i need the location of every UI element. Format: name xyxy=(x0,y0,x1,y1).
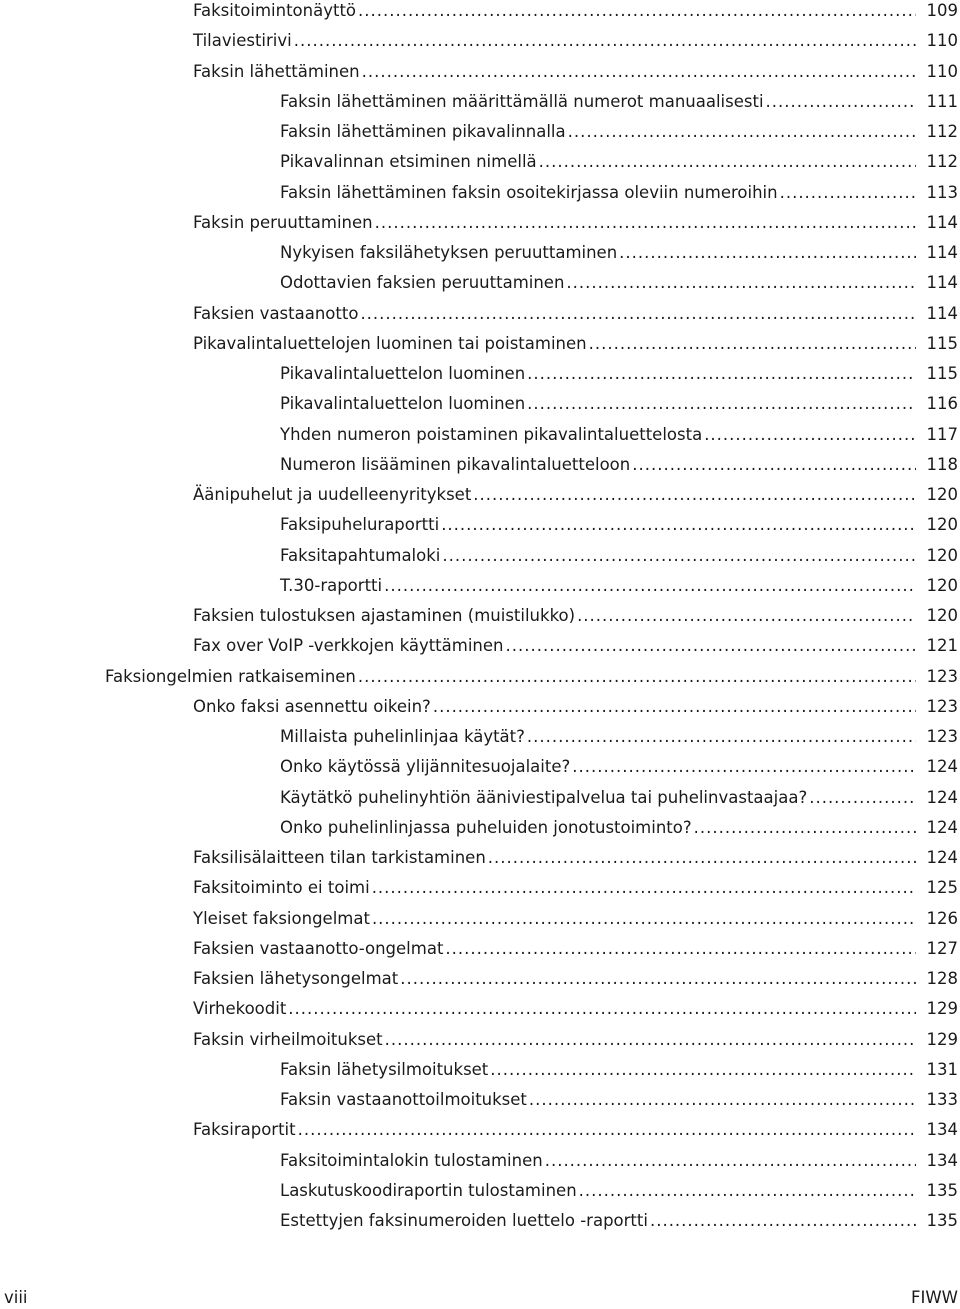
toc-entry-title: Odottavien faksien peruuttaminen xyxy=(280,273,565,293)
toc-entry-title: Faksiraportit xyxy=(193,1120,296,1140)
toc-entry[interactable] xyxy=(280,571,958,601)
toc-dot-leader xyxy=(358,662,916,692)
toc-entry-page-number: 120 xyxy=(926,575,958,595)
toc-dot-leader xyxy=(441,510,916,540)
toc-dot-leader xyxy=(529,1085,916,1115)
toc-entry-title: Onko käytössä ylijännitesuojalaite? xyxy=(280,757,571,777)
toc-entry[interactable] xyxy=(280,752,958,782)
toc-entry-page-number: 135 xyxy=(926,1180,958,1200)
footer-page-number: viii xyxy=(4,1288,28,1307)
toc-entry[interactable] xyxy=(193,208,958,238)
toc-entry[interactable] xyxy=(280,87,958,117)
toc-entry-title: Nykyisen faksilähetyksen peruuttaminen xyxy=(280,243,618,262)
toc-entry-page-number: 114 xyxy=(926,303,958,323)
toc-entry-page-number: 117 xyxy=(926,424,958,444)
toc-entry-page-number: 112 xyxy=(926,152,958,172)
toc-entry-title: Yleiset faksiongelmat xyxy=(193,908,370,928)
toc-entry[interactable] xyxy=(280,389,958,419)
toc-dot-leader xyxy=(505,631,916,661)
toc-entry-page-number: 127 xyxy=(926,938,958,958)
toc-entry[interactable] xyxy=(193,0,958,26)
toc-entry-page-number: 112 xyxy=(926,122,958,141)
toc-dot-leader xyxy=(294,26,916,56)
toc-entry[interactable] xyxy=(193,692,958,722)
toc-dot-leader xyxy=(809,783,916,813)
toc-dot-leader xyxy=(433,692,916,722)
toc-entry-title: Onko puhelinlinjassa puheluiden jonotustoiminto? xyxy=(280,817,692,837)
toc-entry-title: Faksitapahtumaloki xyxy=(280,545,441,565)
toc-entry-title: Pikavalinnan etsiminen nimellä xyxy=(280,152,537,172)
toc-dot-leader xyxy=(527,359,916,389)
toc-dot-leader xyxy=(375,208,916,238)
toc-entry-page-number: 114 xyxy=(926,273,958,293)
toc-entry-title: Virhekoodit xyxy=(193,999,287,1019)
toc-entry-title: T.30-raportti xyxy=(280,575,383,595)
toc-entry-page-number: 118 xyxy=(926,454,958,474)
toc-entry-title: Fax over VoIP -verkkojen käyttäminen xyxy=(193,636,504,656)
toc-entry[interactable] xyxy=(193,1115,958,1145)
toc-entry-title: Faksin lähettäminen xyxy=(193,61,360,81)
toc-entry[interactable] xyxy=(193,873,958,903)
toc-entry-page-number: 114 xyxy=(926,212,958,232)
toc-dot-leader xyxy=(288,994,916,1024)
toc-entry-page-number: 131 xyxy=(926,1059,958,1079)
toc-entry-title: Faksin vastaanottoilmoitukset xyxy=(280,1090,527,1109)
toc-entry-title: Faksien lähetysongelmat xyxy=(193,969,399,988)
footer-doc-code: FIWW xyxy=(911,1288,958,1307)
toc-entry-title: Faksin lähettäminen pikavalinnalla xyxy=(280,122,566,141)
toc-entry-title: Faksin lähettäminen määrittämällä numerot manuaalisesti xyxy=(280,91,764,111)
toc-entry-page-number: 123 xyxy=(926,727,958,746)
toc-entry[interactable] xyxy=(280,510,958,540)
toc-dot-leader xyxy=(527,722,916,752)
toc-dot-leader xyxy=(400,964,916,994)
toc-dot-leader xyxy=(385,1025,916,1055)
toc-entry-title: Pikavalintaluettelon luominen xyxy=(280,364,526,383)
toc-dot-leader xyxy=(384,571,916,601)
toc-entry[interactable] xyxy=(280,359,958,389)
toc-entry[interactable] xyxy=(280,541,958,571)
toc-dot-leader xyxy=(490,1055,916,1085)
toc-dot-leader xyxy=(488,843,916,873)
toc-entry-page-number: 124 xyxy=(926,757,958,777)
toc-entry-page-number: 115 xyxy=(926,333,958,353)
toc-entry-page-number: 134 xyxy=(926,1120,958,1140)
toc-entry-title: Faksitoimintonäyttö xyxy=(193,1,357,20)
toc-entry[interactable] xyxy=(280,238,958,268)
toc-entry[interactable] xyxy=(280,1146,958,1176)
toc-entry-page-number: 124 xyxy=(926,817,958,837)
toc-entry[interactable] xyxy=(280,1055,958,1085)
toc-entry-page-number: 133 xyxy=(926,1090,958,1109)
toc-entry[interactable] xyxy=(280,420,958,450)
toc-entry-title: Yhden numeron poistaminen pikavalintaluettelosta xyxy=(280,424,703,444)
toc-entry-title: Estettyjen faksinumeroiden luettelo -raportti xyxy=(280,1211,648,1230)
toc-dot-leader xyxy=(704,420,916,450)
toc-entry-page-number: 120 xyxy=(926,606,958,625)
toc-dot-leader xyxy=(372,904,916,934)
toc-entry-page-number: 121 xyxy=(926,636,958,656)
toc-entry[interactable] xyxy=(193,843,958,873)
toc-entry-title: Faksien tulostuksen ajastaminen (muistilukko) xyxy=(193,606,576,625)
toc-entry-page-number: 109 xyxy=(926,1,958,20)
toc-entry-title: Onko faksi asennettu oikein? xyxy=(193,696,431,716)
toc-entry-title: Faksin lähetysilmoitukset xyxy=(280,1059,489,1079)
toc-entry[interactable] xyxy=(280,1206,958,1236)
toc-dot-leader xyxy=(372,873,916,903)
toc-entry[interactable] xyxy=(280,813,958,843)
toc-dot-leader xyxy=(566,268,916,298)
toc-entry-page-number: 129 xyxy=(926,999,958,1019)
toc-entry[interactable] xyxy=(193,299,958,329)
toc-dot-leader xyxy=(358,0,916,26)
toc-entry-page-number: 129 xyxy=(926,1029,958,1049)
toc-entry[interactable] xyxy=(280,117,958,147)
toc-dot-leader xyxy=(632,450,916,480)
toc-dot-leader xyxy=(527,389,916,419)
toc-entry-page-number: 125 xyxy=(926,878,958,898)
toc-entry-title: Laskutuskoodiraportin tulostaminen xyxy=(280,1180,577,1200)
toc-entry-page-number: 134 xyxy=(926,1150,958,1170)
toc-entry-page-number: 120 xyxy=(926,545,958,565)
toc-entry-page-number: 128 xyxy=(926,969,958,988)
toc-entry[interactable] xyxy=(193,329,958,359)
toc-entry-page-number: 126 xyxy=(926,908,958,928)
toc-entry[interactable] xyxy=(193,601,958,631)
toc-entry-page-number: 123 xyxy=(926,696,958,716)
toc-dot-leader xyxy=(766,87,916,117)
toc-entry-title: Pikavalintaluettelon luominen xyxy=(280,394,526,414)
toc-entry-page-number: 135 xyxy=(926,1211,958,1230)
toc-dot-leader xyxy=(473,480,916,510)
toc-dot-leader xyxy=(545,1146,916,1176)
toc-entry[interactable] xyxy=(193,57,958,87)
toc-entry[interactable] xyxy=(280,178,958,208)
toc-entry-page-number: 113 xyxy=(926,182,958,202)
toc-dot-leader xyxy=(442,541,916,571)
toc-dot-leader xyxy=(579,1176,916,1206)
toc-dot-leader xyxy=(360,299,916,329)
toc-dot-leader xyxy=(572,752,916,782)
toc-entry-title: Faksitoimintalokin tulostaminen xyxy=(280,1150,543,1170)
toc-entry-title: Faksilisälaitteen tilan tarkistaminen xyxy=(193,848,486,867)
toc-dot-leader xyxy=(694,813,916,843)
toc-dot-leader xyxy=(539,147,916,177)
toc-dot-leader xyxy=(619,238,916,268)
toc-dot-leader xyxy=(568,117,916,147)
toc-entry-page-number: 120 xyxy=(926,485,958,504)
toc-entry-page-number: 115 xyxy=(926,364,958,383)
toc-entry-title: Faksien vastaanotto-ongelmat xyxy=(193,938,444,958)
toc-entry-title: Faksiongelmien ratkaiseminen xyxy=(105,666,356,686)
toc-entry-title: Pikavalintaluettelojen luominen tai poistaminen xyxy=(193,333,587,353)
toc-entry[interactable] xyxy=(193,934,958,964)
toc-dot-leader xyxy=(650,1206,916,1236)
toc-entry-page-number: 114 xyxy=(926,243,958,262)
toc-entry-title: Faksin virheilmoitukset xyxy=(193,1029,383,1049)
toc-entry[interactable] xyxy=(280,722,958,752)
toc-entry[interactable] xyxy=(193,26,958,56)
toc-entry[interactable] xyxy=(193,480,958,510)
toc-entry-title: Äänipuhelut ja uudelleenyritykset xyxy=(193,485,472,504)
toc-dot-leader xyxy=(362,57,916,87)
toc-dot-leader xyxy=(445,934,916,964)
toc-entry-page-number: 123 xyxy=(926,666,958,686)
toc-entry[interactable] xyxy=(193,904,958,934)
toc-entry[interactable] xyxy=(193,631,958,661)
toc-entry-title: Faksitoiminto ei toimi xyxy=(193,878,370,898)
toc-entry-page-number: 124 xyxy=(926,787,958,807)
toc-dot-leader xyxy=(589,329,916,359)
toc-entry[interactable] xyxy=(280,1176,958,1206)
toc-dot-leader xyxy=(577,601,916,631)
toc-entry-title: Faksien vastaanotto xyxy=(193,303,359,323)
toc-entry[interactable] xyxy=(193,964,958,994)
toc-entry-title: Faksin lähettäminen faksin osoitekirjassa oleviin numeroihin xyxy=(280,182,778,202)
toc-entry-page-number: 124 xyxy=(926,848,958,867)
toc-entry-title: Tilaviestirivi xyxy=(193,31,292,51)
toc-dot-leader xyxy=(298,1115,916,1145)
toc-entry[interactable] xyxy=(280,450,958,480)
toc-entry[interactable] xyxy=(193,994,958,1024)
toc-entry-page-number: 120 xyxy=(926,515,958,535)
toc-entry[interactable] xyxy=(280,1085,958,1115)
toc-entry-title: Faksipuheluraportti xyxy=(280,515,440,535)
toc-entry[interactable] xyxy=(105,662,958,692)
toc-entry-title: Käytätkö puhelinyhtiön ääniviestipalvelua tai puhelinvastaajaa? xyxy=(280,787,808,807)
toc-entry-page-number: 110 xyxy=(926,61,958,81)
toc-entry-title: Numeron lisääminen pikavalintaluetteloon xyxy=(280,454,631,474)
toc-entry-title: Millaista puhelinlinjaa käytät? xyxy=(280,727,525,746)
toc-entry-page-number: 111 xyxy=(926,91,958,111)
toc-dot-leader xyxy=(780,178,916,208)
toc-entry[interactable] xyxy=(280,147,958,177)
toc-entry[interactable] xyxy=(280,783,958,813)
toc-entry-page-number: 110 xyxy=(926,31,958,51)
toc-entry[interactable] xyxy=(280,268,958,298)
toc-entry[interactable] xyxy=(193,1025,958,1055)
toc-entry-page-number: 116 xyxy=(926,394,958,414)
toc-entry-title: Faksin peruuttaminen xyxy=(193,212,373,232)
